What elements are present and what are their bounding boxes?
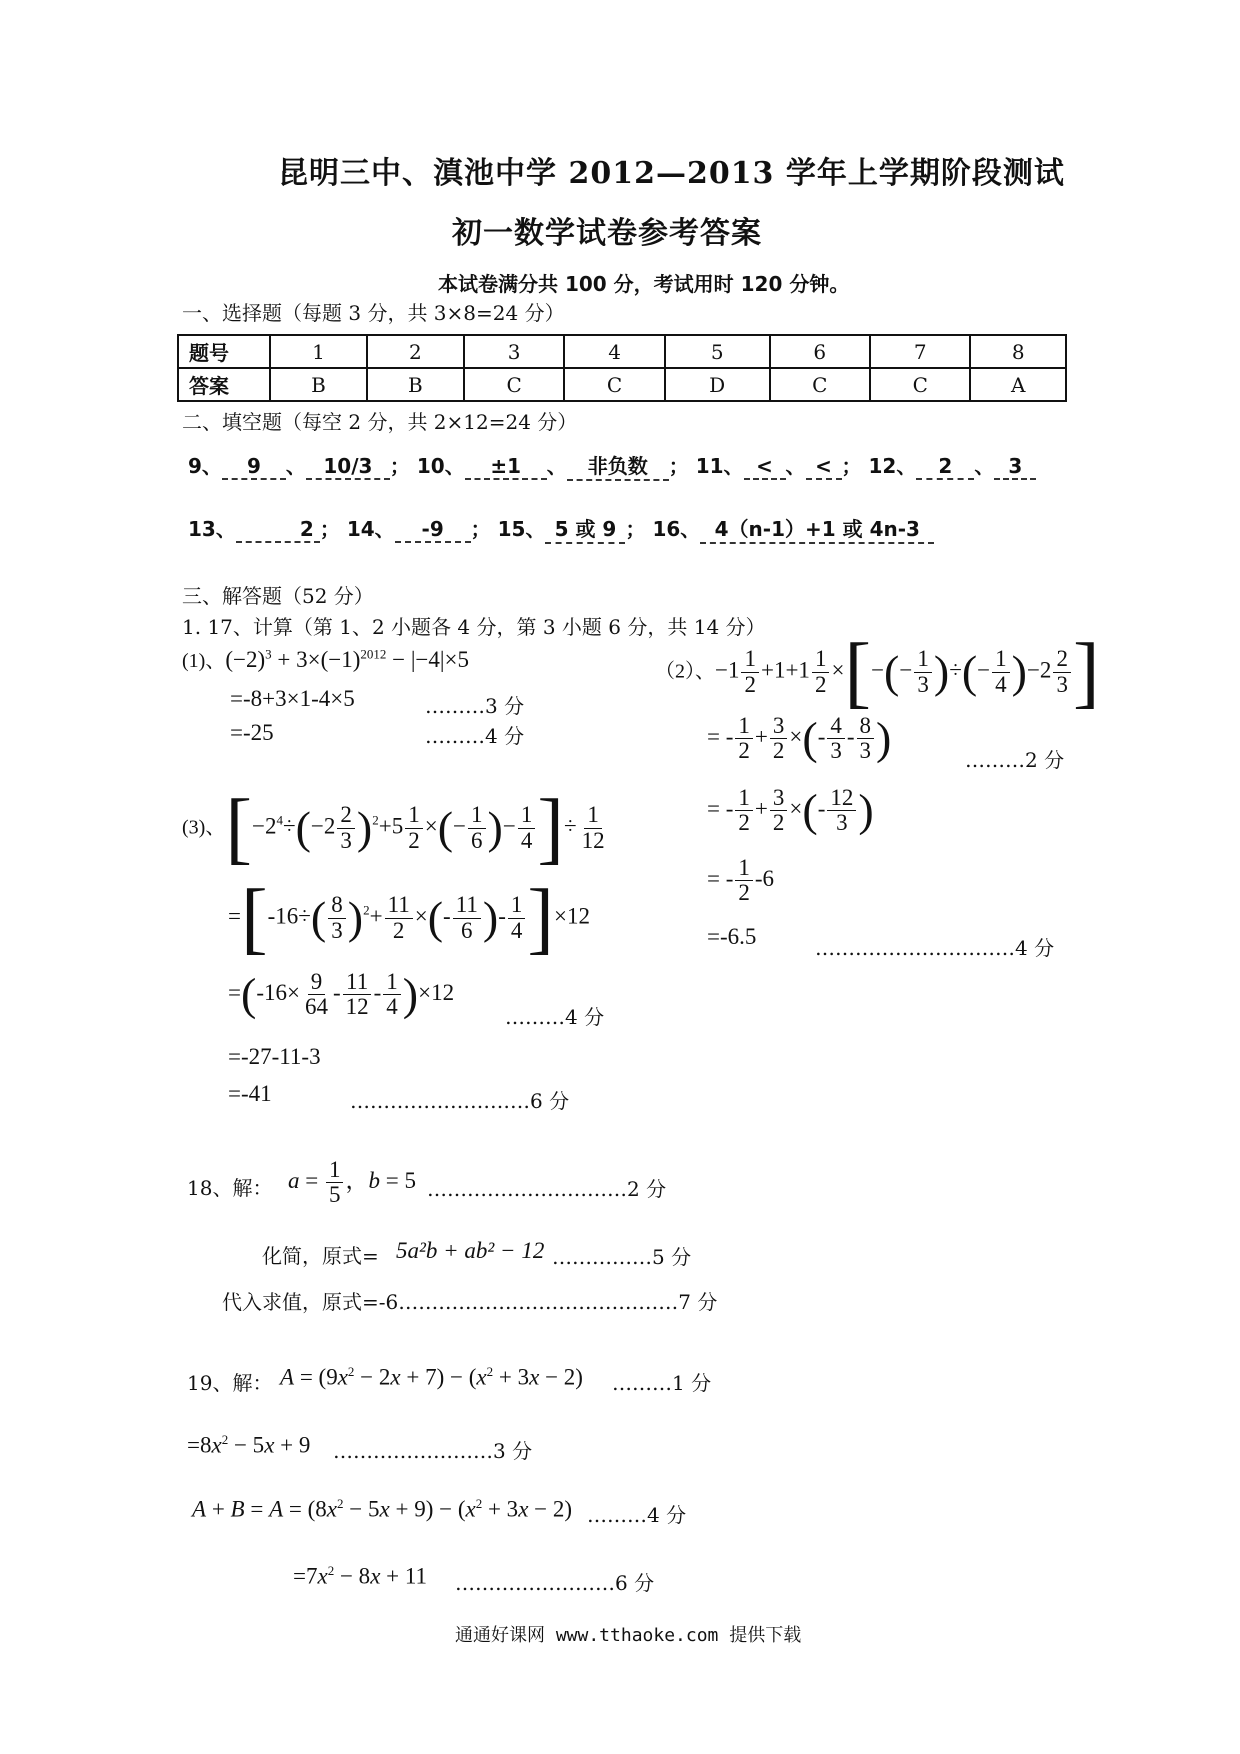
table-cell: 6 [770,335,870,368]
separator: ； [470,517,491,541]
fill-answer: < [744,454,786,480]
separator: ； [625,517,646,541]
question-number: 12、 [868,454,917,478]
p2-step3: = - $\frac{1}{2}$ -6 [707,855,775,906]
p2-step2: = - $\frac{1}{2}$ + $\frac{3}{2}$ ×(- $\frac{12}{3}$ ) [707,784,874,836]
score-mark: ……………5 分 [552,1245,692,1269]
p3-step4: =-41 [228,1081,272,1106]
fill-line-1 [188,450,1036,481]
table-cell: C [564,368,664,401]
table-header-cell: 答案 [178,368,270,401]
fill-answer: 5 或 9 [545,513,625,544]
table-cell: A [970,368,1066,401]
question-number: 9、 [188,454,222,478]
exam-note: 本试卷满分共 100 分，考试用时 120 分钟。 [438,272,850,296]
document-subtitle: 初一数学试卷参考答案 [452,216,762,251]
score-mark: ………4 分 [587,1503,687,1527]
table-cell: C [464,368,564,401]
fill-answer: 2 [236,517,320,543]
score-mark: ………4 分 [425,724,525,748]
p1-step2: =-25 [230,720,274,745]
score-mark: ……………………3 分 [333,1439,533,1463]
separator: 、 [974,454,995,478]
score-mark: ………3 分 [425,694,525,718]
p1-step1: =-8+3×1-4×5 [230,686,355,711]
p3-step2: =(-16× $\frac{9}{64}$ - $\frac{11}{12}$ - $\frac{1}{4}$ )×12 [228,968,455,1020]
separator: 、 [546,454,567,478]
score-mark: …………………………4 分 [815,936,1055,960]
table-cell: 7 [870,335,970,368]
q19-step1: $A = (9x^2 - 2x + 7) - (x^2 + 3x - 2)$ [280,1364,583,1390]
separator: ； [319,517,340,541]
part-label: (1)、 [182,650,226,672]
q19-step3: $A + B = A = (8x^2 - 5x + 9) - (x^2 + 3x - 2)$ [192,1496,573,1522]
section1-heading: 一、选择题（每题 3 分，共 3×8=24 分） [182,301,565,325]
score-mark: …………………………2 分 [427,1177,667,1201]
question-number: 14、 [346,517,395,541]
table-cell: 1 [270,335,367,368]
table-header-cell: 题号 [178,335,270,368]
score-mark: ……………………6 分 [455,1571,655,1595]
table-cell: 5 [665,335,770,368]
separator: ； [389,454,410,478]
fill-answer: 10/3 [306,454,390,480]
question-number: 11、 [695,454,744,478]
answer-table [177,334,1067,402]
fill-line-2 [188,513,934,544]
question-number: 16、 [652,517,701,541]
question-number: 15、 [497,517,546,541]
question-number: 10、 [416,454,465,478]
table-cell: 4 [564,335,664,368]
p3-step3: =-27-11-3 [228,1044,321,1069]
score-mark: ………4 分 [505,1005,605,1029]
q18-label: 18、解： [187,1176,273,1200]
q18-simplified-expression: 5a²b + ab² − 12 [396,1238,545,1263]
fill-answer: 3 [994,454,1036,480]
table-cell: C [770,368,870,401]
separator: ； [668,454,689,478]
q18-simplify-label: 化简，原式= [262,1244,379,1268]
fill-answer: 9 [222,454,286,480]
q19-step4: $=7x^2 - 8x + 11$ [293,1563,428,1589]
q17-heading: 1. 17、计算（第 1、2 小题各 4 分，第 3 小题 6 分，共 14 分） [182,615,766,639]
p2-step4: =-6.5 [707,924,757,949]
p1-expression: (1)、$(-2)^3 + 3\times(-1)^{2012} - |-4|\times 5$ [182,646,469,672]
document-title: 昆明三中、滇池中学 2012—2013 学年上学期阶段测试 [278,156,1065,191]
fill-answer: < [806,454,842,480]
score-mark: ………1 分 [612,1371,712,1395]
separator: ； [841,454,862,478]
table-cell: D [665,368,770,401]
fill-answer: -9 [395,517,471,543]
table-row [178,368,1066,401]
table-cell: C [870,368,970,401]
table-cell: 2 [367,335,464,368]
table-row [178,335,1066,368]
fill-answer: 4（n-1）+1 或 4n-3 [700,513,934,544]
table-cell: 3 [464,335,564,368]
table-cell: B [270,368,367,401]
p2-step1: = - $\frac{1}{2}$ + $\frac{3}{2}$ ×(- $\frac{4}{3}$ - $\frac{8}{3}$ ) [707,712,892,764]
table-cell: B [367,368,464,401]
separator: 、 [785,454,806,478]
q19-label: 19、解： [187,1371,273,1395]
section3-heading: 三、解答题（52 分） [182,584,374,608]
fill-answer: ±1 [465,454,547,480]
footer-text: 通通好课网 www.tthaoke.com 提供下载 [455,1625,802,1646]
q19-step2: $=8x^2 - 5x + 9$ [187,1432,311,1458]
fill-answer: 非负数 [567,450,669,481]
part-label: (3)、 [182,816,226,839]
part-label: （2）、 [655,660,715,683]
score-mark: ………………………6 分 [350,1089,570,1113]
q18-values: a = $\frac{1}{5}$ ，b = 5 [288,1157,416,1208]
fill-answer: 2 [916,454,974,480]
score-mark: ………2 分 [965,748,1065,772]
section2-heading: 二、填空题（每空 2 分，共 2×12=24 分） [182,410,578,434]
p3-expression: (3)、[$-2^4\div(-2$ $\frac{2}{3}$ )$^2$+5 $\frac{1}{2}$ ×(− $\frac{1}{6}$ )− $\frac{1}{4}$ ]÷ $\frac{1}{12}$ [182,784,605,872]
question-number: 13、 [188,517,236,541]
table-cell: 8 [970,335,1066,368]
q18-evaluate: 代入求值，原式=-6……………………………………7 分 [222,1290,718,1314]
p3-step1: =[-16÷( $\frac{8}{3}$ )$^2$+ $\frac{11}{2}$ ×(- $\frac{11}{6}$ )- $\frac{1}{4}$ ]×12 [228,874,590,962]
p2-expression: （2）、−1 $\frac{1}{2}$ +1+1 $\frac{1}{2}$ ×[−(− $\frac{1}{3}$ )÷(− $\frac{1}{4}$ )−2 $\frac{2}{3}$ ] [655,628,1100,716]
separator: 、 [285,454,306,478]
